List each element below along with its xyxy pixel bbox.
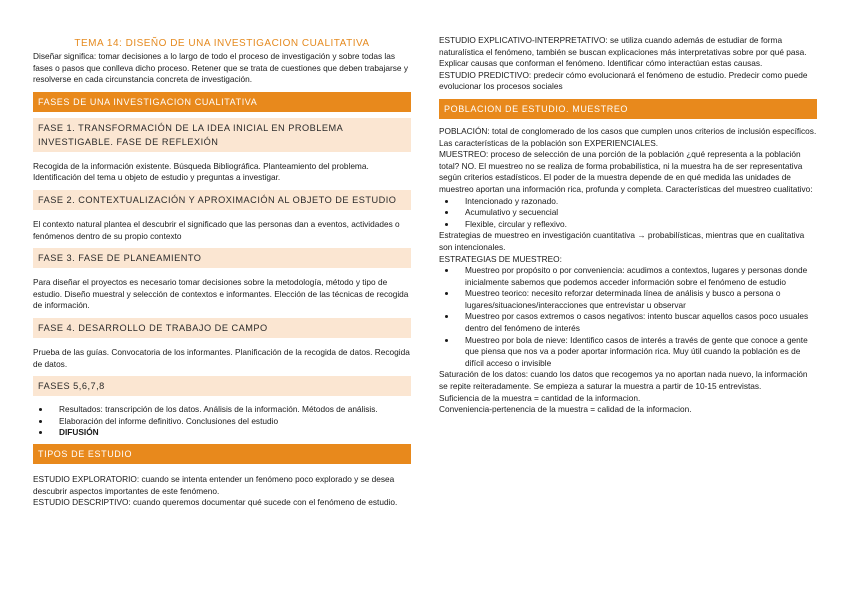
estudio-predictivo: ESTUDIO PREDICTIVO: predecir cómo evolucionará el fenómeno de estudio. Predecir como puede evolucionar los procesos sociales — [439, 69, 808, 92]
estrategias-intro: Estrategias de muestreo en investigación cuantitativa → probabilísticas, mientras que en cualitativa son intencionales. — [439, 230, 805, 252]
list-item: • Muestreo por casos extremos o casos negativos: intento buscar aquellos casos poco usuales dentro del fenómeno de interés — [457, 311, 817, 334]
list-item: • Elaboración del informe definitivo. Conclusiones del estudio — [51, 416, 411, 428]
poblacion-text: POBLACIÓN: total de conglomerado de los casos que cumplen unos criterios de inclusión específicos. Las características de la población son EXPERIENCIALES. — [439, 125, 817, 148]
tipos-exploratorio: ESTUDIO EXPLORATORIO: cuando se intenta entender un fenómeno poco explorado y se desea descubrir aspectos importantes de este fenómeno. — [33, 473, 395, 496]
caracteristicas-list — [439, 196, 817, 231]
left-column — [33, 0, 411, 509]
fase3-title: FASE 3. FASE DE PLANEAMIENTO — [33, 248, 411, 268]
list-item: • Muestreo por bola de nieve: Identifico casos de interés a través de gente que conoce a gente que piensa que nos va a poder aportar información rica. Muy útil cuando la población es de difícil acceso o invisible — [457, 335, 817, 370]
fase4-title: FASE 4. DESARROLLO DE TRABAJO DE CAMPO — [33, 318, 411, 338]
list-item: • DIFUSIÓN — [51, 427, 411, 439]
right-column — [439, 0, 817, 416]
tipos-header: TIPOS DE ESTUDIO — [33, 444, 411, 464]
tipos-descriptivo: ESTUDIO DESCRIPTIVO: cuando queremos documentar qué sucede con el fenómeno de estudio. — [33, 497, 398, 508]
fase4-text: Prueba de las guías. Convocatoria de los informantes. Planificación de la recogida de datos. Recogida de datos. — [33, 346, 410, 369]
list-item: • Flexible, circular y reflexivo. — [457, 219, 817, 231]
fase1-title: FASE 1. TRANSFORMACIÓN DE LA IDEA INICIAL EN PROBLEMA INVESTIGABLE. FASE DE REFLEXIÓN — [33, 118, 411, 152]
estrategias-heading: ESTRATEGIAS DE MUESTREO: — [439, 253, 562, 264]
muestreo-text: MUESTREO: proceso de selección de una porción de la población ¿qué representa a la población total? NO. El muestreo no se realiza de forma probabilística, ni la muestra ha de ser representativa según criterios estadísticos. El poder de la muestra depende de en qué medida las unidades de muestreo aportan una información rica, profunda y completa. Características del muestreo cualitativo: — [439, 149, 813, 194]
fases-header: FASES DE UNA INVESTIGACION CUALITATIVA — [33, 92, 411, 112]
list-item: • Resultados: transcripción de los datos. Análisis de la información. Métodos de análisis. — [51, 404, 411, 416]
estrategias-list — [439, 265, 817, 369]
fase3-text: Para diseñar el proyectos es necesario tomar decisiones sobre la metodología, método y tipo de estudio. Diseño muestral y selección de contextos e informantes. Elección de las técnicas de recogida de información. — [33, 277, 409, 311]
page-title: TEMA 14: DISEÑO DE UNA INVESTIGACION CUALITATIVA — [74, 38, 370, 49]
fase2-title: FASE 2. CONTEXTUALIZACIÓN Y APROXIMACIÓN AL OBJETO DE ESTUDIO — [33, 190, 411, 210]
conveniencia-text: Conveniencia-pertenencia de la muestra = calidad de la informacion. — [439, 404, 692, 415]
list-item: • Muestreo por propósito o por conveniencia: acudimos a contextos, lugares y personas donde inicialmente sabemos que podemos acceder información sobre el fenómeno de estudio — [457, 265, 817, 288]
intro-text: Diseñar significa: tomar decisiones a lo largo de todo el proceso de investigación y sobre todas las fases o pasos que conlleva dicho proceso. Retener que se trata de cuestiones que deben trabajarse y resolverse en cada circunstancia concreta de investigación. — [33, 51, 408, 85]
suficiencia-text: Suficiencia de la muestra = cantidad de la informacion. — [439, 392, 641, 403]
fases567-list — [33, 404, 411, 439]
list-item: • Acumulativo y secuencial — [457, 207, 817, 219]
saturacion-text: Saturación de los datos: cuando los datos que recogemos ya no aportan nada nuevo, la información se repite reiteradamente. Se empieza a saturar la muestra a partir de 10-15 entrevistas. — [439, 369, 808, 392]
fase2-text: El contexto natural plantea el descubrir el significado que las personas dan a eventos, actividades o fenómenos dentro de su propio contexto — [33, 218, 400, 241]
fases567-title: FASES 5,6,7,8 — [33, 376, 411, 396]
poblacion-header: POBLACION DE ESTUDIO. MUESTREO — [439, 99, 817, 119]
list-item: • Muestreo teorico: necesito reforzar determinada línea de análisis y busco a persona o lugares/situaciones/interacciones que entrevistar u observar — [457, 288, 817, 311]
fase1-text: Recogida de la información existente. Búsqueda Bibliográfica. Planteamiento del problema. Identificación del tema u objeto de estudio y preguntas a investigar. — [33, 160, 369, 183]
estudio-explicativo: ESTUDIO EXPLICATIVO-INTERPRETATIVO: se utiliza cuando además de estudiar de forma naturalística el fenómeno, también se buscan explicaciones más interpretativas sobre por qué pasa. Explicar causas que conforman el fenómeno. Identificar cómo interactúan estas causas. — [439, 35, 807, 69]
list-item: • Intencionado y razonado. — [457, 196, 817, 208]
